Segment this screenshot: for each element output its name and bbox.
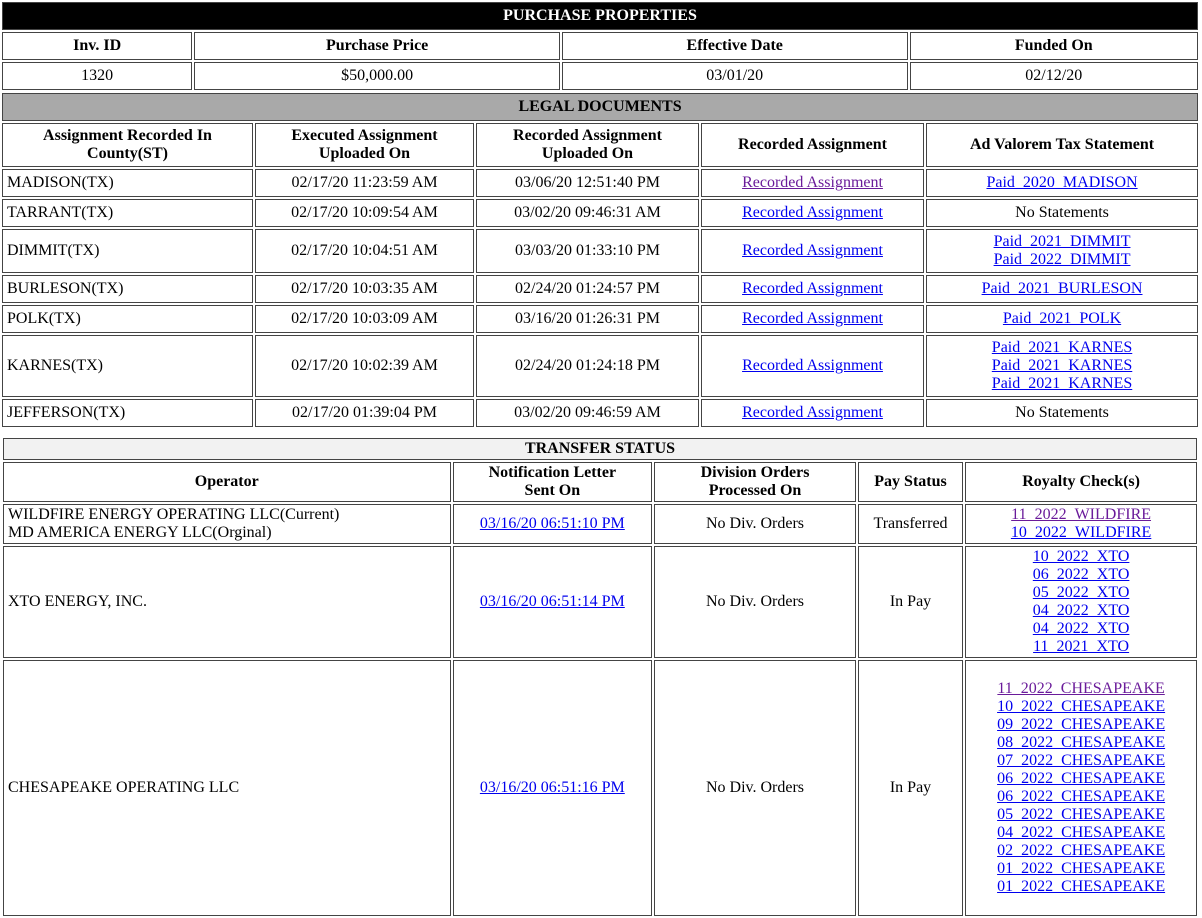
county-cell: BURLESON(TX) xyxy=(2,275,253,303)
executed-cell: 02/17/20 10:02:39 AM xyxy=(255,335,474,397)
tax-statement-link[interactable]: Paid_2020_MADISON xyxy=(986,174,1138,191)
pay-status-header: Pay Status xyxy=(858,462,963,502)
purchase-price-header: Purchase Price xyxy=(194,32,560,60)
county-cell: MADISON(TX) xyxy=(2,169,253,197)
tax-statement-link[interactable]: Paid_2021_DIMMIT xyxy=(993,233,1131,250)
recorded-cell: 03/06/20 12:51:40 PM xyxy=(476,169,699,197)
royalty-checks-cell xyxy=(965,660,1197,916)
table-row xyxy=(2,229,1198,273)
royalty-check-link[interactable]: 05_2022_CHESAPEAKE xyxy=(997,806,1166,823)
notification-cell xyxy=(453,660,653,916)
county-cell: TARRANT(TX) xyxy=(2,199,253,227)
royalty-check-link[interactable]: 10_2022_XTO xyxy=(1032,548,1130,565)
county-cell: POLK(TX) xyxy=(2,305,253,333)
executed-cell: 02/17/20 10:03:35 AM xyxy=(255,275,474,303)
recorded-cell: 03/02/20 09:46:59 AM xyxy=(476,399,699,427)
royalty-check-link[interactable]: 01_2022_CHESAPEAKE xyxy=(997,878,1166,895)
recorded-cell: 03/03/20 01:33:10 PM xyxy=(476,229,699,273)
recorded-assignment-header: Recorded Assignment xyxy=(701,123,924,167)
tax-statement-link[interactable]: Paid_2021_POLK xyxy=(1002,310,1122,327)
royalty-check-link[interactable]: 06_2022_CHESAPEAKE xyxy=(997,788,1166,805)
royalty-check-link[interactable]: 04_2022_CHESAPEAKE xyxy=(997,824,1166,841)
tax-statement-link[interactable]: Paid_2021_KARNES xyxy=(991,375,1133,392)
operator-cell: WILDFIRE ENERGY OPERATING LLC(Current) MD AMERICA ENERGY LLC(Orginal) xyxy=(3,504,451,544)
table-row xyxy=(2,305,1198,333)
legal-documents-table xyxy=(0,91,1200,429)
table-row xyxy=(2,335,1198,397)
royalty-checks-cell xyxy=(965,504,1197,544)
division-orders-header: Division Orders Processed On xyxy=(654,462,856,502)
executed-cell: 02/17/20 10:09:54 AM xyxy=(255,199,474,227)
legal-documents-title: LEGAL DOCUMENTS xyxy=(2,93,1198,121)
recorded-assignment-cell xyxy=(701,229,924,273)
recorded-assignment-link[interactable]: Recorded Assignment xyxy=(742,242,883,259)
tax-statement-cell: No Statements xyxy=(926,199,1198,227)
operator-header: Operator xyxy=(3,462,451,502)
executed-cell: 02/17/20 11:23:59 AM xyxy=(255,169,474,197)
table-row xyxy=(3,504,1197,544)
recorded-assignment-cell xyxy=(701,399,924,427)
county-cell: DIMMIT(TX) xyxy=(2,229,253,273)
table-row xyxy=(3,660,1197,916)
tax-statement-link[interactable]: Paid_2021_KARNES xyxy=(991,339,1133,356)
table-row xyxy=(2,275,1198,303)
royalty-check-link[interactable]: 11_2022_CHESAPEAKE xyxy=(997,680,1165,697)
pay-status-cell: In Pay xyxy=(858,660,963,916)
notification-link[interactable]: 03/16/20 06:51:10 PM xyxy=(479,515,625,532)
recorded-assignment-cell xyxy=(701,169,924,197)
recorded-cell: 03/02/20 09:46:31 AM xyxy=(476,199,699,227)
royalty-check-link[interactable]: 01_2022_CHESAPEAKE xyxy=(997,860,1166,877)
notification-header: Notification Letter Sent On xyxy=(453,462,653,502)
recorded-assignment-cell xyxy=(701,335,924,397)
royalty-check-link[interactable]: 05_2022_XTO xyxy=(1032,584,1130,601)
notification-cell xyxy=(453,504,653,544)
executed-header: Executed Assignment Uploaded On xyxy=(255,123,474,167)
funded-on-value: 02/12/20 xyxy=(910,62,1199,90)
inv-id-header: Inv. ID xyxy=(2,32,192,60)
effective-date-value: 03/01/20 xyxy=(562,62,908,90)
division-orders-cell: No Div. Orders xyxy=(654,546,856,658)
operator-cell: XTO ENERGY, INC. xyxy=(3,546,451,658)
recorded-assignment-cell xyxy=(701,305,924,333)
recorded-assignment-link[interactable]: Recorded Assignment xyxy=(742,404,883,421)
operator-cell: CHESAPEAKE OPERATING LLC xyxy=(3,660,451,916)
purchase-properties-table xyxy=(0,0,1200,92)
table-row xyxy=(2,399,1198,427)
royalty-check-link[interactable]: 07_2022_CHESAPEAKE xyxy=(997,752,1166,769)
purchase-price-value: $50,000.00 xyxy=(194,62,560,90)
division-orders-cell: No Div. Orders xyxy=(654,504,856,544)
recorded-assignment-cell xyxy=(701,199,924,227)
county-header: Assignment Recorded In County(ST) xyxy=(2,123,253,167)
purchase-properties-title: PURCHASE PROPERTIES xyxy=(2,2,1198,30)
royalty-checks-header: Royalty Check(s) xyxy=(965,462,1197,502)
tax-statement-cell xyxy=(926,169,1198,197)
executed-cell: 02/17/20 10:04:51 AM xyxy=(255,229,474,273)
royalty-check-link[interactable]: 09_2022_CHESAPEAKE xyxy=(997,716,1166,733)
table-row xyxy=(2,199,1198,227)
ad-valorem-header: Ad Valorem Tax Statement xyxy=(926,123,1198,167)
tax-statement-link[interactable]: Paid_2022_DIMMIT xyxy=(993,251,1131,268)
funded-on-header: Funded On xyxy=(910,32,1199,60)
transfer-status-table xyxy=(1,436,1199,918)
royalty-check-link[interactable]: 11_2021_XTO xyxy=(1033,638,1130,655)
tax-statement-cell: No Statements xyxy=(926,399,1198,427)
county-cell: KARNES(TX) xyxy=(2,335,253,397)
pay-status-cell: In Pay xyxy=(858,546,963,658)
table-row xyxy=(2,169,1198,197)
royalty-check-link[interactable]: 04_2022_XTO xyxy=(1032,620,1130,637)
recorded-assignment-cell xyxy=(701,275,924,303)
recorded-assignment-link[interactable]: Recorded Assignment xyxy=(742,310,883,327)
tax-statement-link[interactable]: Paid_2021_KARNES xyxy=(991,357,1133,374)
division-orders-cell: No Div. Orders xyxy=(654,660,856,916)
effective-date-header: Effective Date xyxy=(562,32,908,60)
recorded-uploaded-header: Recorded Assignment Uploaded On xyxy=(476,123,699,167)
notification-cell xyxy=(453,546,653,658)
recorded-assignment-link[interactable]: Recorded Assignment xyxy=(742,357,883,374)
county-cell: JEFFERSON(TX) xyxy=(2,399,253,427)
royalty-checks-cell xyxy=(965,546,1197,658)
tax-statement-cell xyxy=(926,335,1198,397)
pay-status-cell: Transferred xyxy=(858,504,963,544)
royalty-check-link[interactable]: 04_2022_XTO xyxy=(1032,602,1130,619)
recorded-cell: 02/24/20 01:24:57 PM xyxy=(476,275,699,303)
tax-statement-cell xyxy=(926,305,1198,333)
executed-cell: 02/17/20 10:03:09 AM xyxy=(255,305,474,333)
tax-statement-cell xyxy=(926,275,1198,303)
royalty-check-link[interactable]: 06_2022_XTO xyxy=(1032,566,1130,583)
executed-cell: 02/17/20 01:39:04 PM xyxy=(255,399,474,427)
royalty-check-link[interactable]: 08_2022_CHESAPEAKE xyxy=(997,734,1166,751)
royalty-check-link[interactable]: 10_2022_CHESAPEAKE xyxy=(997,698,1166,715)
tax-statement-link[interactable]: Paid_2021_BURLESON xyxy=(981,280,1143,297)
royalty-check-link[interactable]: 02_2022_CHESAPEAKE xyxy=(997,842,1166,859)
royalty-check-link[interactable]: 10_2022_WILDFIRE xyxy=(1010,524,1152,541)
transfer-status-title: TRANSFER STATUS xyxy=(3,438,1197,460)
notification-link[interactable]: 03/16/20 06:51:16 PM xyxy=(479,779,625,796)
recorded-cell: 03/16/20 01:26:31 PM xyxy=(476,305,699,333)
recorded-assignment-link[interactable]: Recorded Assignment xyxy=(742,204,883,221)
notification-link[interactable]: 03/16/20 06:51:14 PM xyxy=(479,593,625,610)
recorded-assignment-link[interactable]: Recorded Assignment xyxy=(742,280,883,297)
inv-id-value: 1320 xyxy=(2,62,192,90)
recorded-cell: 02/24/20 01:24:18 PM xyxy=(476,335,699,397)
royalty-check-link[interactable]: 06_2022_CHESAPEAKE xyxy=(997,770,1166,787)
tax-statement-cell xyxy=(926,229,1198,273)
table-row xyxy=(3,546,1197,658)
royalty-check-link[interactable]: 11_2022_WILDFIRE xyxy=(1011,506,1152,523)
recorded-assignment-link[interactable]: Recorded Assignment xyxy=(742,174,883,191)
